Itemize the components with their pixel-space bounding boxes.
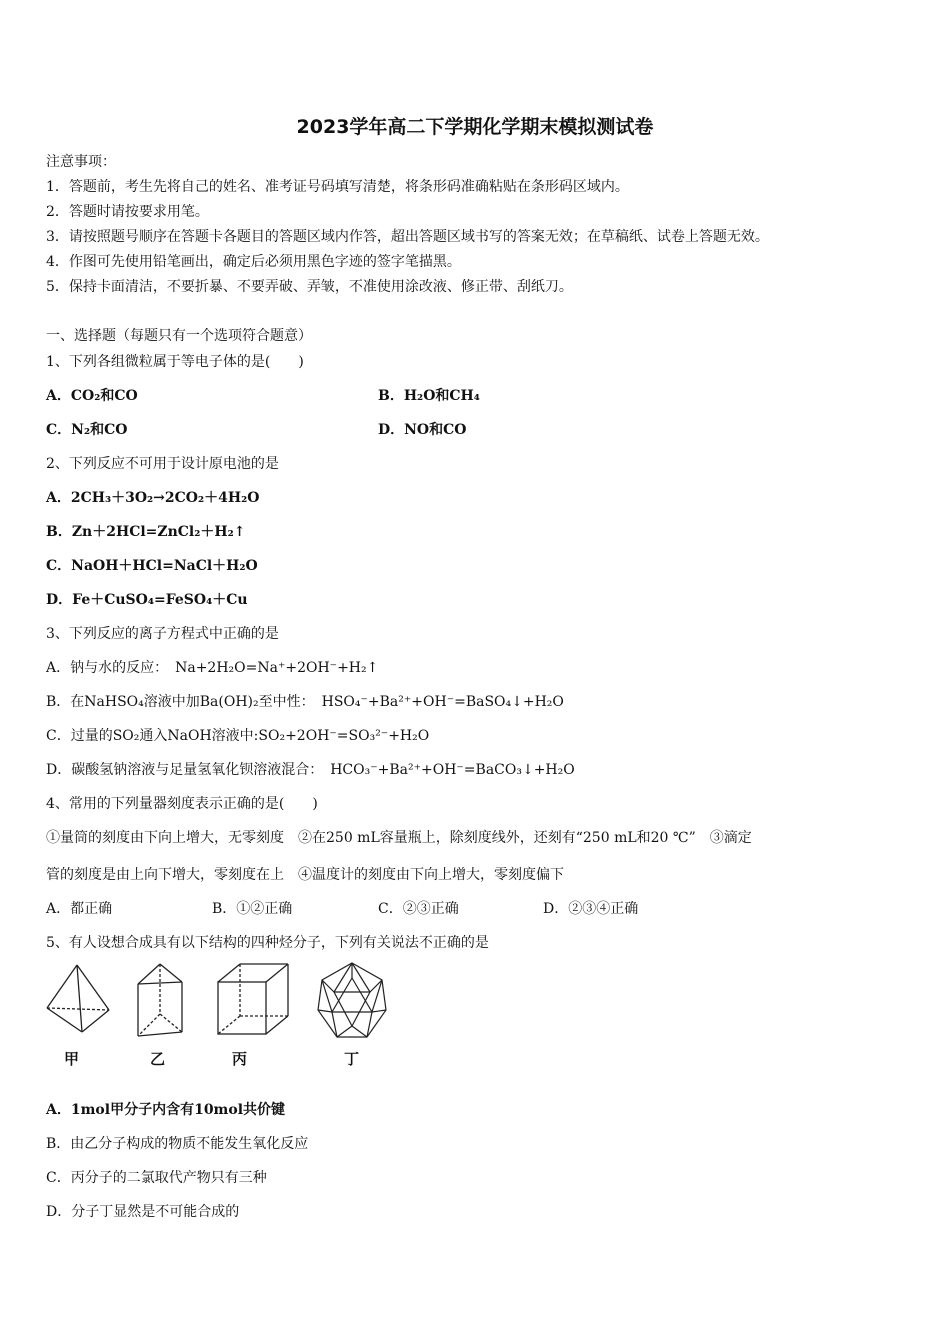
q1-option-d: D．NO和CO xyxy=(378,422,467,438)
notice-item-2: 2．答题时请按要求用笔。 xyxy=(46,204,209,220)
q5-stem: 5、有人设想合成具有以下结构的四种烃分子，下列有关说法不正确的是 xyxy=(46,935,489,951)
q4-option-a: A．都正确 xyxy=(46,901,113,917)
q4-option-c: C．②③正确 xyxy=(378,901,459,917)
q2-stem: 2、下列反应不可用于设计原电池的是 xyxy=(46,456,279,472)
q5-option-c: C．丙分子的二氯取代产物只有三种 xyxy=(46,1170,267,1186)
q4-statement-line-2: 管的刻度是由上向下增大，零刻度在上 ④温度计的刻度由下向上增大，零刻度偏下 xyxy=(46,867,564,883)
q2-option-d: D．Fe＋CuSO₄=FeSO₄＋Cu xyxy=(46,592,248,608)
triangular-prism-figure xyxy=(134,960,194,1040)
q1-stem: 1、下列各组微粒属于等电子体的是( ) xyxy=(46,354,304,370)
q5-option-a: A．1mol甲分子内含有10mol共价键 xyxy=(46,1102,286,1118)
notice-heading: 注意事项： xyxy=(46,154,116,170)
q3-option-c: C．过量的SO₂通入NaOH溶液中:SO₂+2OH⁻=SO₃²⁻+H₂O xyxy=(46,728,430,744)
q5-option-b: B．由乙分子构成的物质不能发生氧化反应 xyxy=(46,1136,309,1152)
notice-item-4: 4．作图可先使用铅笔画出，确定后必须用黑色字迹的签字笔描黑。 xyxy=(46,254,461,270)
q1-option-b: B．H₂O和CH₄ xyxy=(378,388,480,404)
q3-stem: 3、下列反应的离子方程式中正确的是 xyxy=(46,626,279,642)
q1-option-c: C．N₂和CO xyxy=(46,422,128,438)
q3-option-a: A．钠与水的反应： Na+2H₂O=Na⁺+2OH⁻+H₂↑ xyxy=(46,660,379,676)
figure-label-yi: 乙 xyxy=(150,1050,166,1068)
q2-option-a: A．2CH₃＋3O₂→2CO₂＋4H₂O xyxy=(46,490,260,506)
molecule-figures xyxy=(40,960,420,1070)
icosahedron-figure xyxy=(312,960,392,1040)
tetrahedron-figure xyxy=(44,960,114,1038)
notice-item-3: 3．请按照题号顺序在答题卡各题目的答题区域内作答，超出答题区域书写的答案无效；在草稿纸、试卷上答题无效。 xyxy=(46,229,769,245)
figure-label-ding: 丁 xyxy=(344,1050,360,1068)
q4-option-d: D．②③④正确 xyxy=(543,901,639,917)
q3-option-d: D．碳酸氢钠溶液与足量氢氧化钡溶液混合： HCO₃⁻+Ba²⁺+OH⁻=BaCO₃↓+H₂O xyxy=(46,762,575,778)
q5-option-d: D．分子丁显然是不可能合成的 xyxy=(46,1204,240,1220)
q4-option-b: B．①②正确 xyxy=(212,901,293,917)
q1-option-a: A．CO₂和CO xyxy=(46,388,138,404)
notice-item-5: 5．保持卡面清洁，不要折暴、不要弄破、弄皱，不准使用涂改液、修正带、刮纸刀。 xyxy=(46,279,573,295)
notice-item-1: 1．答题前，考生先将自己的姓名、准考证号码填写清楚，将条形码准确粘贴在条形码区域内。 xyxy=(46,179,629,195)
q3-option-b: B．在NaHSO₄溶液中加Ba(OH)₂至中性： HSO₄⁻+Ba²⁺+OH⁻=BaSO₄↓+H₂O xyxy=(46,694,564,710)
q4-statement-line-1: ①量筒的刻度由下向上增大，无零刻度 ②在250 mL容量瓶上，除刻度线外，还刻有“250 mL和20 ℃” ③滴定 xyxy=(46,830,752,846)
q2-option-b: B．Zn＋2HCl=ZnCl₂＋H₂↑ xyxy=(46,524,246,540)
q2-option-c: C．NaOH＋HCl=NaCl＋H₂O xyxy=(46,558,258,574)
page-title: 2023学年高二下学期化学期末模拟测试卷 xyxy=(296,116,654,138)
section-heading: 一、选择题（每题只有一个选项符合题意） xyxy=(46,328,312,344)
figure-label-jia: 甲 xyxy=(64,1050,80,1068)
figure-label-bing: 丙 xyxy=(232,1050,248,1068)
cube-figure xyxy=(214,960,294,1040)
q4-stem: 4、常用的下列量器刻度表示正确的是( ) xyxy=(46,796,318,812)
